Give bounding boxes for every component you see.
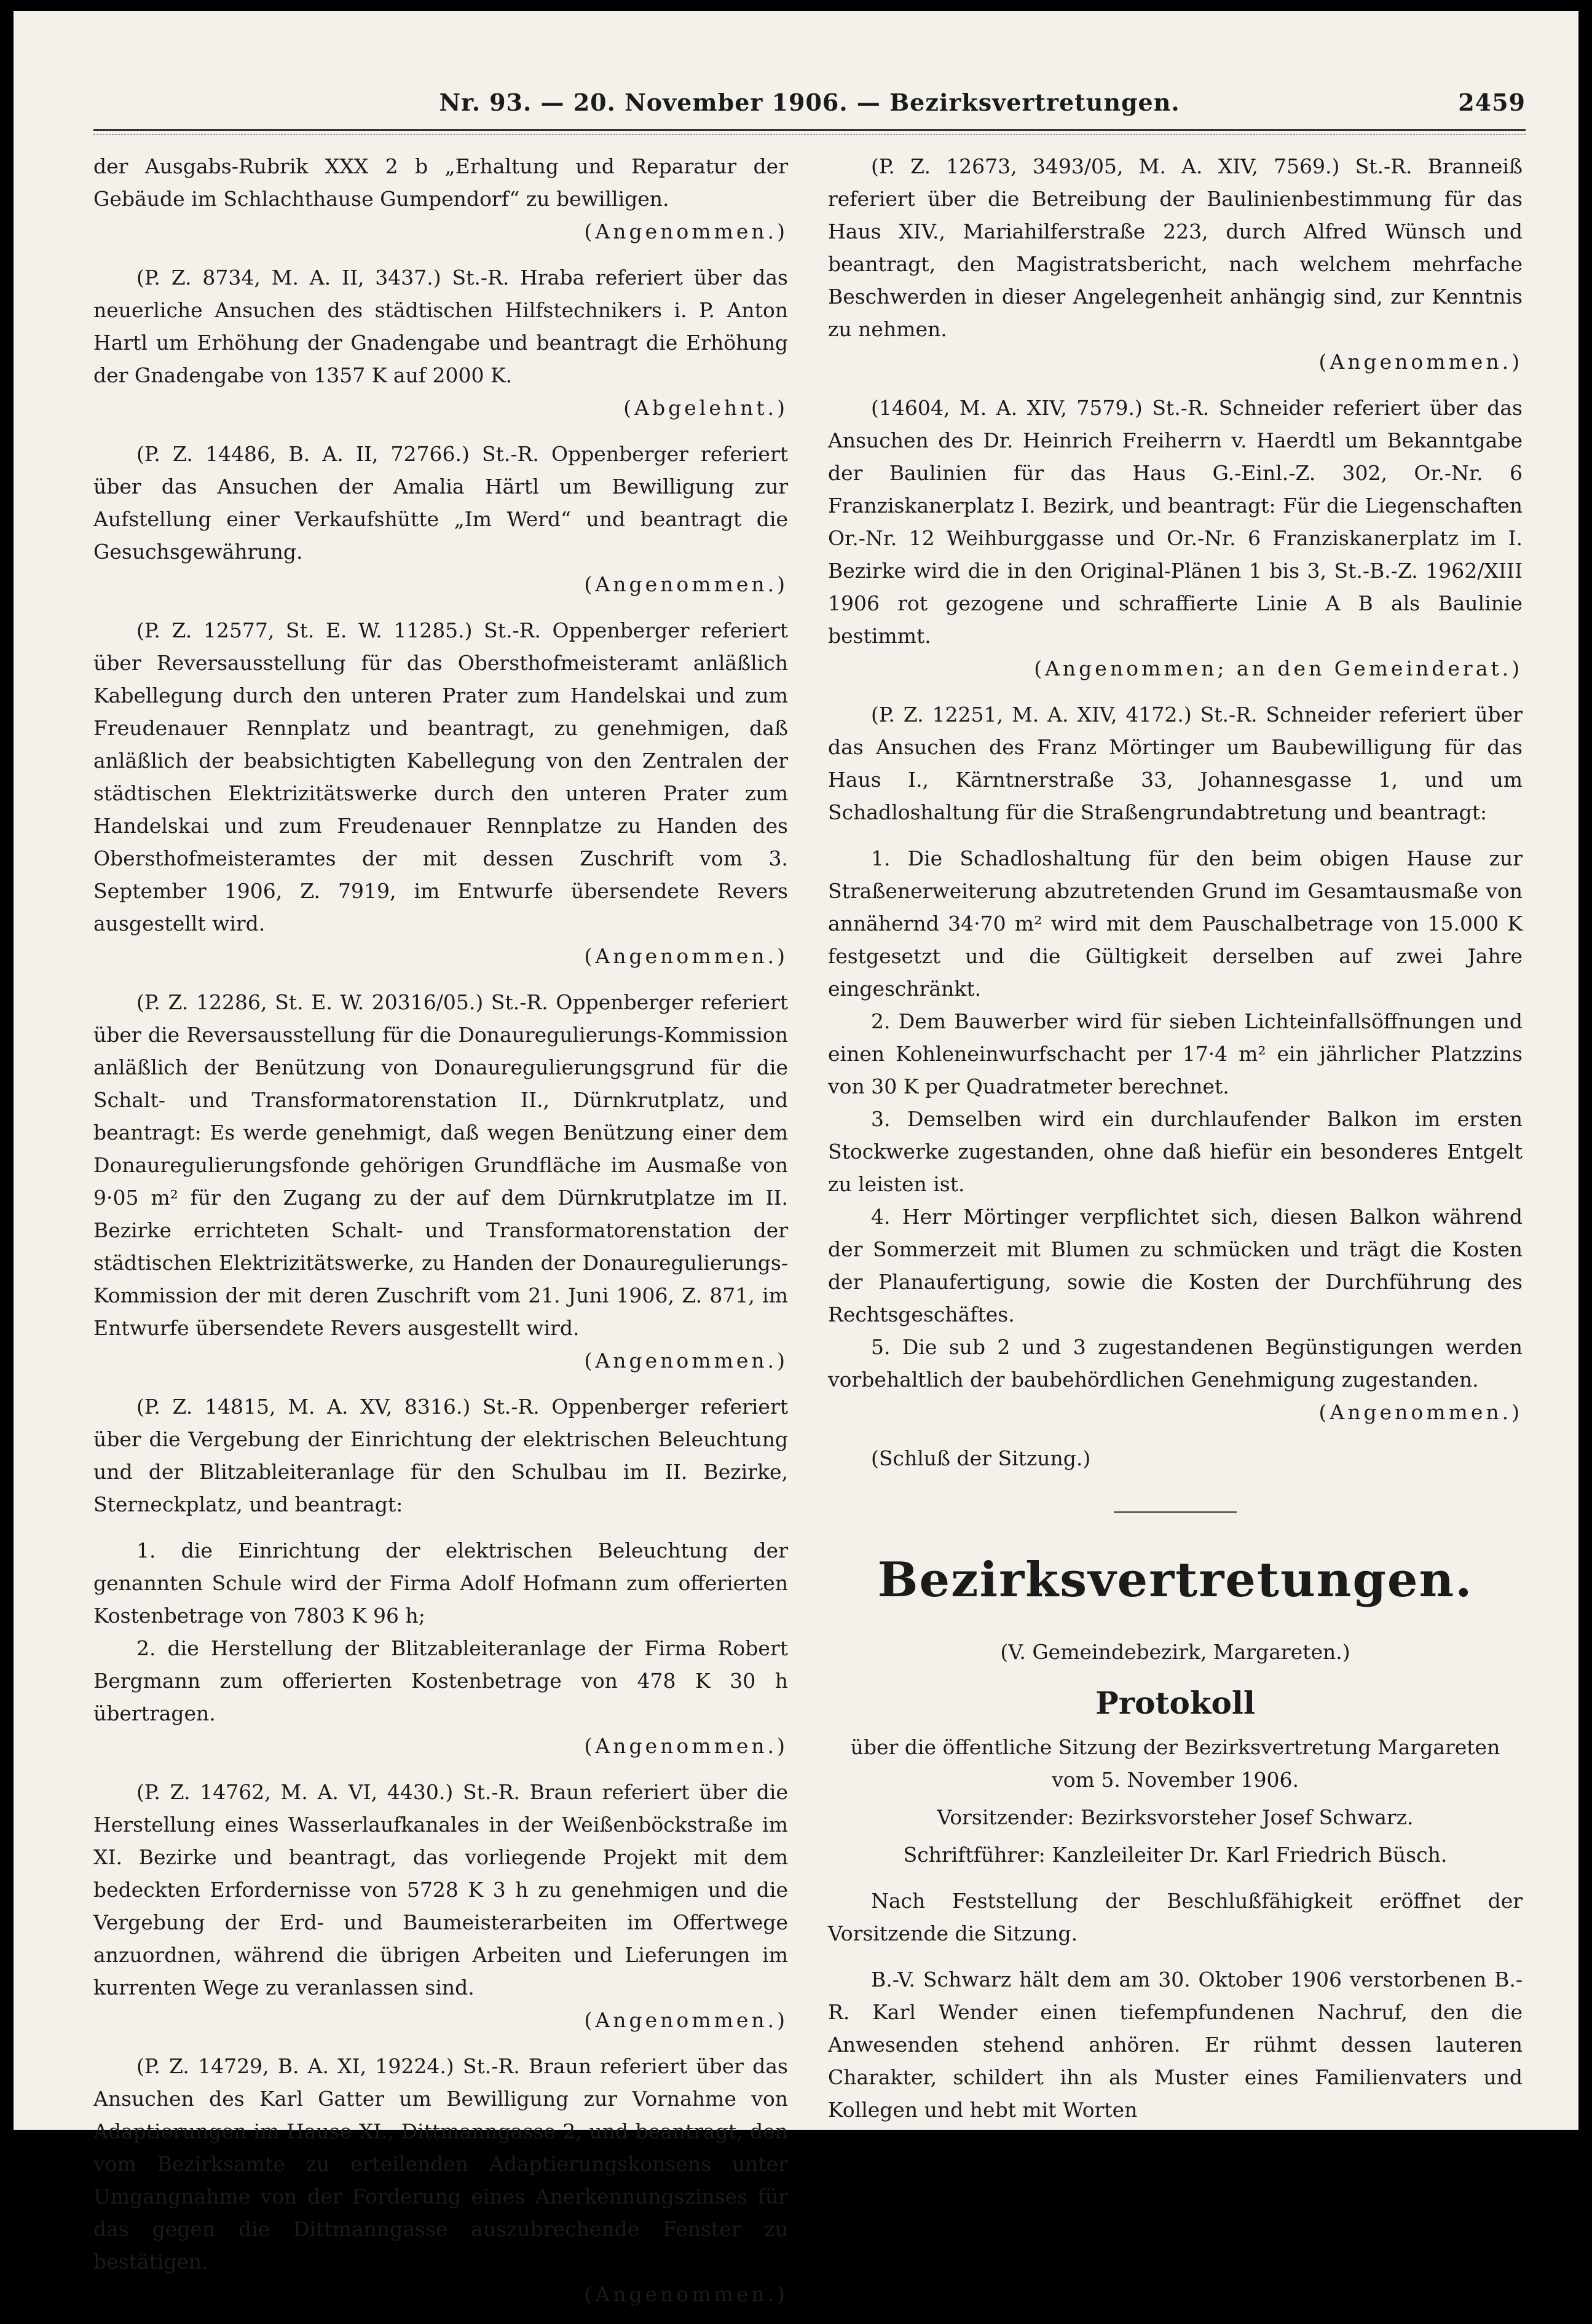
report-paragraph — [93, 1534, 788, 1632]
paragraph-text: (P. Z. 14729, B. A. XI, 19224.) St.-R. Braun referiert über das Ansuchen des Karl Gatter um Bewilligung zur Vornahme von Adaptierungen im Hause XI., Dittmanngasse 2, und beantragt, den vom Bezirksamte zu erteilenden Adaptierungskonsens unter Umgangnahme von der Forderung eines Anerkennungszinses für das gegen die Dittmanngasse auszubrechende Fenster zu bestätigen. — [93, 2054, 788, 2274]
paragraph-text: 1. die Einrichtung der elektrischen Beleuchtung der genannten Schule wird der Firma Adolf Hofmann zum offerierten Kostenbetrage von 7803 K 96 h; — [93, 1538, 788, 1628]
paragraph-text: 1. Die Schadloshaltung für den beim obigen Hause zur Straßenerweiterung abzutretenden Grund im Gesamtausmaße von annähernd 34·70 m² wird mit dem Pauschalbetrage von 15.000 K festgesetzt und die Gültigkeit derselben auf zwei Jahre eingeschränkt. — [828, 846, 1523, 1001]
report-paragraph — [93, 1632, 788, 1762]
header-rule — [93, 129, 1526, 131]
opening-paragraph: Nach Feststellung der Beschlußfähigkeit eröffnet der Vorsitzende die Sitzung. — [828, 1889, 1523, 1945]
paragraph-text: 5. Die sub 2 und 3 zugestandenen Begünstigungen werden vorbehaltlich der baubehördlichen Genehmigung zugestanden. — [828, 1335, 1523, 1392]
report-paragraph — [828, 150, 1523, 378]
resolution-result: (Angenommen.) — [584, 1349, 788, 1373]
protokoll-heading: Protokoll — [1095, 1685, 1255, 1721]
report-paragraph — [828, 1200, 1523, 1331]
resolution-result: (Angenommen.) — [584, 2008, 788, 2032]
report-paragraph — [828, 392, 1523, 685]
section-separator — [1114, 1511, 1237, 1513]
report-paragraph — [93, 261, 788, 424]
report-paragraph — [828, 842, 1523, 1005]
district-line: (V. Gemeindebezirk, Margareten.) — [1000, 1640, 1350, 1664]
resolution-result: (Angenommen.) — [584, 1734, 788, 1758]
report-paragraph — [93, 986, 788, 1377]
report-paragraph — [93, 2050, 788, 2310]
resolution-result: (Angenommen.) — [584, 2282, 788, 2306]
report-paragraph — [93, 1390, 788, 1521]
resolution-result: (Angenommen.) — [1318, 350, 1523, 374]
report-paragraph — [828, 1103, 1523, 1200]
obituary-paragraph: B.-V. Schwarz hält dem am 30. Oktober 1906 verstorbenen B.-R. Karl Wender einen tiefempfundenen Nachruf, den die Anwesenden stehend anhören. Er rühmt dessen lauteren Charakter, schildert ihn als Muster eines Familienvaters und Kollegen und hebt mit Worten — [828, 1968, 1523, 2122]
right-column-items — [828, 150, 1523, 1428]
report-paragraph — [93, 1776, 788, 2036]
resolution-result: (Angenommen.) — [584, 219, 788, 243]
paragraph-text: (P. Z. 12251, M. A. XIV, 4172.) St.-R. Schneider referiert über das Ansuchen des Franz Mörtinger um Baubewilligung für das Haus I., Kärntnerstraße 33, Johannesgasse 1, und um Schadloshaltung für die Straßengrundabtretung und beantragt: — [828, 703, 1523, 824]
protokoll-subtitle: über die öffentliche Sitzung der Bezirksvertretung Margareten vom 5. November 1906. — [850, 1735, 1500, 1792]
right-column — [828, 150, 1523, 2140]
header-rule-dashed — [93, 134, 1526, 135]
page-number: 2459 — [1458, 89, 1526, 116]
resolution-result: (Angenommen.) — [584, 572, 788, 596]
resolution-result: (Angenommen.) — [584, 944, 788, 968]
paragraph-text: (14604, M. A. XIV, 7579.) St.-R. Schneider referiert über das Ansuchen des Dr. Heinrich Freiherrn v. Haerdtl um Bekanntgabe der Baulinien für das Haus G.-Einl.-Z. 302, Or.-Nr. 6 Franziskanerplatz I. Bezirk, und beantragt: Für die Liegenschaften Or.-Nr. 12 Weihburggasse und Or.-Nr. 6 Franziskanerplatz im I. Bezirke wird die in den Original-Plänen 1 bis 3, St.-B.-Z. 1962/XIII 1906 rot gezogene und schraffierte Linie A B als Baulinie bestimmt. — [828, 396, 1523, 648]
paragraph-text: 3. Demselben wird ein durchlaufender Balkon im ersten Stockwerke zugestanden, ohne daß hiefür ein besonderes Entgelt zu leisten ist. — [828, 1107, 1523, 1196]
paragraph-text: der Ausgabs-Rubrik XXX 2 b „Erhaltung und Reparatur der Gebäude im Schlachthause Gumpendorf“ zu bewilligen. — [93, 154, 788, 211]
resolution-result: (Angenommen; an den Gemeinderat.) — [1034, 656, 1523, 680]
paragraph-text: 2. Dem Bauwerber wird für sieben Lichteinfallsöffnungen und einen Kohleneinwurfschacht per 17·4 m² ein jährlicher Platzzins von 30 K per Quadratmeter berechnet. — [828, 1009, 1523, 1098]
paragraph-text: (P. Z. 14815, M. A. XV, 8316.) St.-R. Oppenberger referiert über die Vergebung der Einrichtung der elektrischen Beleuchtung und der Blitzableiteranlage für den Schulbau im II. Bezirke, Sterneckplatz, und beantragt: — [93, 1395, 788, 1516]
resolution-result: (Abgelehnt.) — [623, 396, 788, 420]
resolution-result: (Angenommen.) — [1318, 1400, 1523, 1424]
report-paragraph — [93, 438, 788, 601]
report-paragraph — [93, 614, 788, 972]
paragraph-text: (P. Z. 8734, M. A. II, 3437.) St.-R. Hraba referiert über das neuerliche Ansuchen des städtischen Hilfstechnikers i. P. Anton Hartl um Erhöhung der Gnadengabe und beantragt die Erhöhung der Gnadengabe von 1357 K auf 2000 K. — [93, 266, 788, 387]
report-paragraph — [828, 1331, 1523, 1428]
paragraph-text: 4. Herr Mörtinger verpflichtet sich, diesen Balkon während der Sommerzeit mit Blumen zu schmücken und trägt die Kosten der Planaufertigung, sowie die Kosten der Durchführung des Rechtsgeschäftes. — [828, 1205, 1523, 1326]
report-paragraph — [828, 1005, 1523, 1103]
report-paragraph — [93, 150, 788, 248]
paragraph-text: 2. die Herstellung der Blitzableiteranlage der Firma Robert Bergmann zum offerierten Kostenbetrage von 478 K 30 h übertragen. — [93, 1636, 788, 1725]
report-paragraph — [828, 698, 1523, 829]
paragraph-text: (P. Z. 12286, St. E. W. 20316/05.) St.-R. Oppenberger referiert über die Reversausstellung für die Donauregulierungs-Kommission anläßlich der Benützung von Donauregulierungsgrund für die Schalt- und Transformatorenstation II., Dürnkrutplatz, und beantragt: Es werde genehmigt, daß wegen Benützung einer dem Donauregulierungsfonde gehörigen Grundfläche im Ausmaße von 9·05 m² für den Zugang zu der auf dem Dürnkrutplatze im II. Bezirke errichteten Schalt- und Transformatorenstation der städtischen Elektrizitätswerke, zu Handen der Donauregulierungs-Kommission der mit deren Zuschrift vom 21. Juni 1906, Z. 871, im Entwurfe übersendete Revers ausgestellt wird. — [93, 990, 788, 1340]
section-title: Bezirksvertretungen. — [877, 1552, 1473, 1608]
left-column — [93, 150, 788, 2324]
running-header — [93, 80, 1526, 123]
session-end: (Schluß der Sitzung.) — [871, 1446, 1091, 1470]
newspaper-page — [14, 11, 1578, 2306]
chair-line: Vorsitzender: Bezirksvorsteher Josef Schwarz. — [937, 1805, 1414, 1829]
paragraph-text: (P. Z. 12673, 3493/05, M. A. XIV, 7569.) St.-R. Branneiß referiert über die Betreibung der Baulinienbestimmung für das Haus XIV., Mariahilferstraße 223, durch Alfred Wünsch und beantragt, den Magistratsbericht, nach welchem mehrfache Beschwerden in dieser Angelegenheit anhängig sind, zur Kenntnis zu nehmen. — [828, 154, 1523, 341]
paragraph-text: (P. Z. 14762, M. A. VI, 4430.) St.-R. Braun referiert über die Herstellung eines Wasserlaufkanales in der Weißenböckstraße im XI. Bezirke und beantragt, das vorliegende Projekt mit dem bedeckten Erfordernisse von 5728 K 3 h zu genehmigen und die Vergebung der Erd- und Baumeisterarbeiten im Offertwege anzuordnen, während die übrigen Arbeiten und Lieferungen im kurrenten Wege zu veranlassen sind. — [93, 1780, 788, 1999]
secretary-line: Schriftführer: Kanzleileiter Dr. Karl Friedrich Büsch. — [903, 1843, 1448, 1867]
running-title: Nr. 93. — 20. November 1906. — Bezirksvertretungen. — [439, 89, 1180, 116]
paragraph-text: (P. Z. 14486, B. A. II, 72766.) St.-R. Oppenberger referiert über das Ansuchen der Amalia Härtl um Bewilligung zur Aufstellung einer Verkaufshütte „Im Werd“ und beantragt die Gesuchsgewährung. — [93, 442, 788, 564]
paragraph-text: (P. Z. 12577, St. E. W. 11285.) St.-R. Oppenberger referiert über Reversausstellung für das Obersthofmeisteramt anläßlich Kabellegung durch den unteren Prater zum Handelskai und zum Freudenauer Rennplatz und beantragt, zu genehmigen, daß anläßlich der beabsichtigten Kabellegung von den Zentralen der städtischen Elektrizitätswerke durch den unteren Prater zum Handelskai und zum Freudenauer Rennplatze zu Handen des Obersthofmeisteramtes der mit dessen Zuschrift vom 3. September 1906, Z. 7919, im Entwurfe übersendete Revers ausgestellt wird. — [93, 618, 788, 936]
